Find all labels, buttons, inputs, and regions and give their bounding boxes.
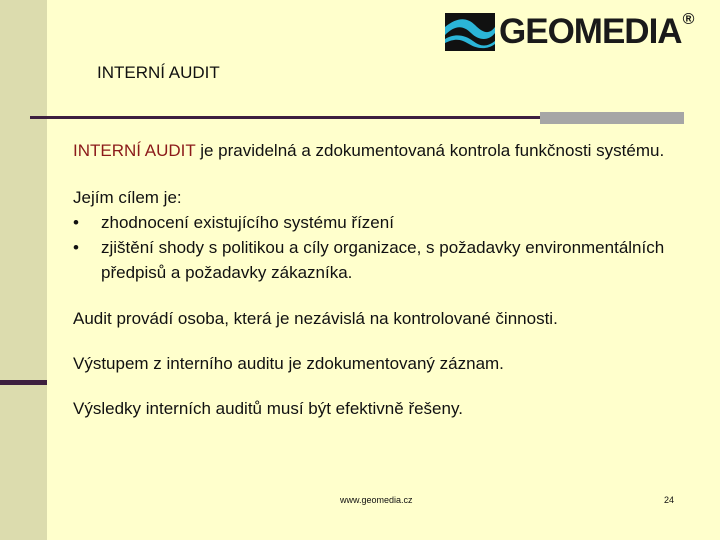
page-number: 24 [664,495,675,505]
bullet-icon: • [73,213,79,232]
bullet-text: zjištění shody s politikou a cíly organizace, s požadavky environmentálních předpisů a požadavky zákazníka. [101,238,665,282]
logo-text: GEOMEDIA® [499,11,694,51]
registered-mark: ® [682,11,694,28]
results-paragraph: Výsledky interních auditů musí být efektivně řešeny. [73,399,463,418]
slide-content [73,138,703,421]
list-item [73,210,703,235]
intro-paragraph [73,138,703,163]
page-title: INTERNÍ AUDIT [97,63,220,82]
bullet-icon: • [73,238,79,257]
auditor-paragraph: Audit provádí osoba, která je nezávislá na kontrolované činnosti. [73,309,558,328]
left-accent-bar [0,380,47,385]
list-item [73,235,703,285]
geomedia-wave-logo-icon [445,13,495,51]
goal-heading: Jejím cílem je: [73,188,182,207]
header-rule-dark [30,116,540,119]
footer-url: www.geomedia.cz [340,495,413,505]
intro-highlight: INTERNÍ AUDIT [73,141,196,160]
output-paragraph: Výstupem z interního auditu je zdokumentovaný záznam. [73,354,504,373]
bullet-text: zhodnocení existujícího systému řízení [101,213,394,232]
left-band [0,0,47,540]
header-rule-gray [540,112,684,124]
intro-rest: je pravidelná a zdokumentovaná kontrola funkčnosti systému. [195,141,665,160]
geomedia-logo [445,11,703,53]
